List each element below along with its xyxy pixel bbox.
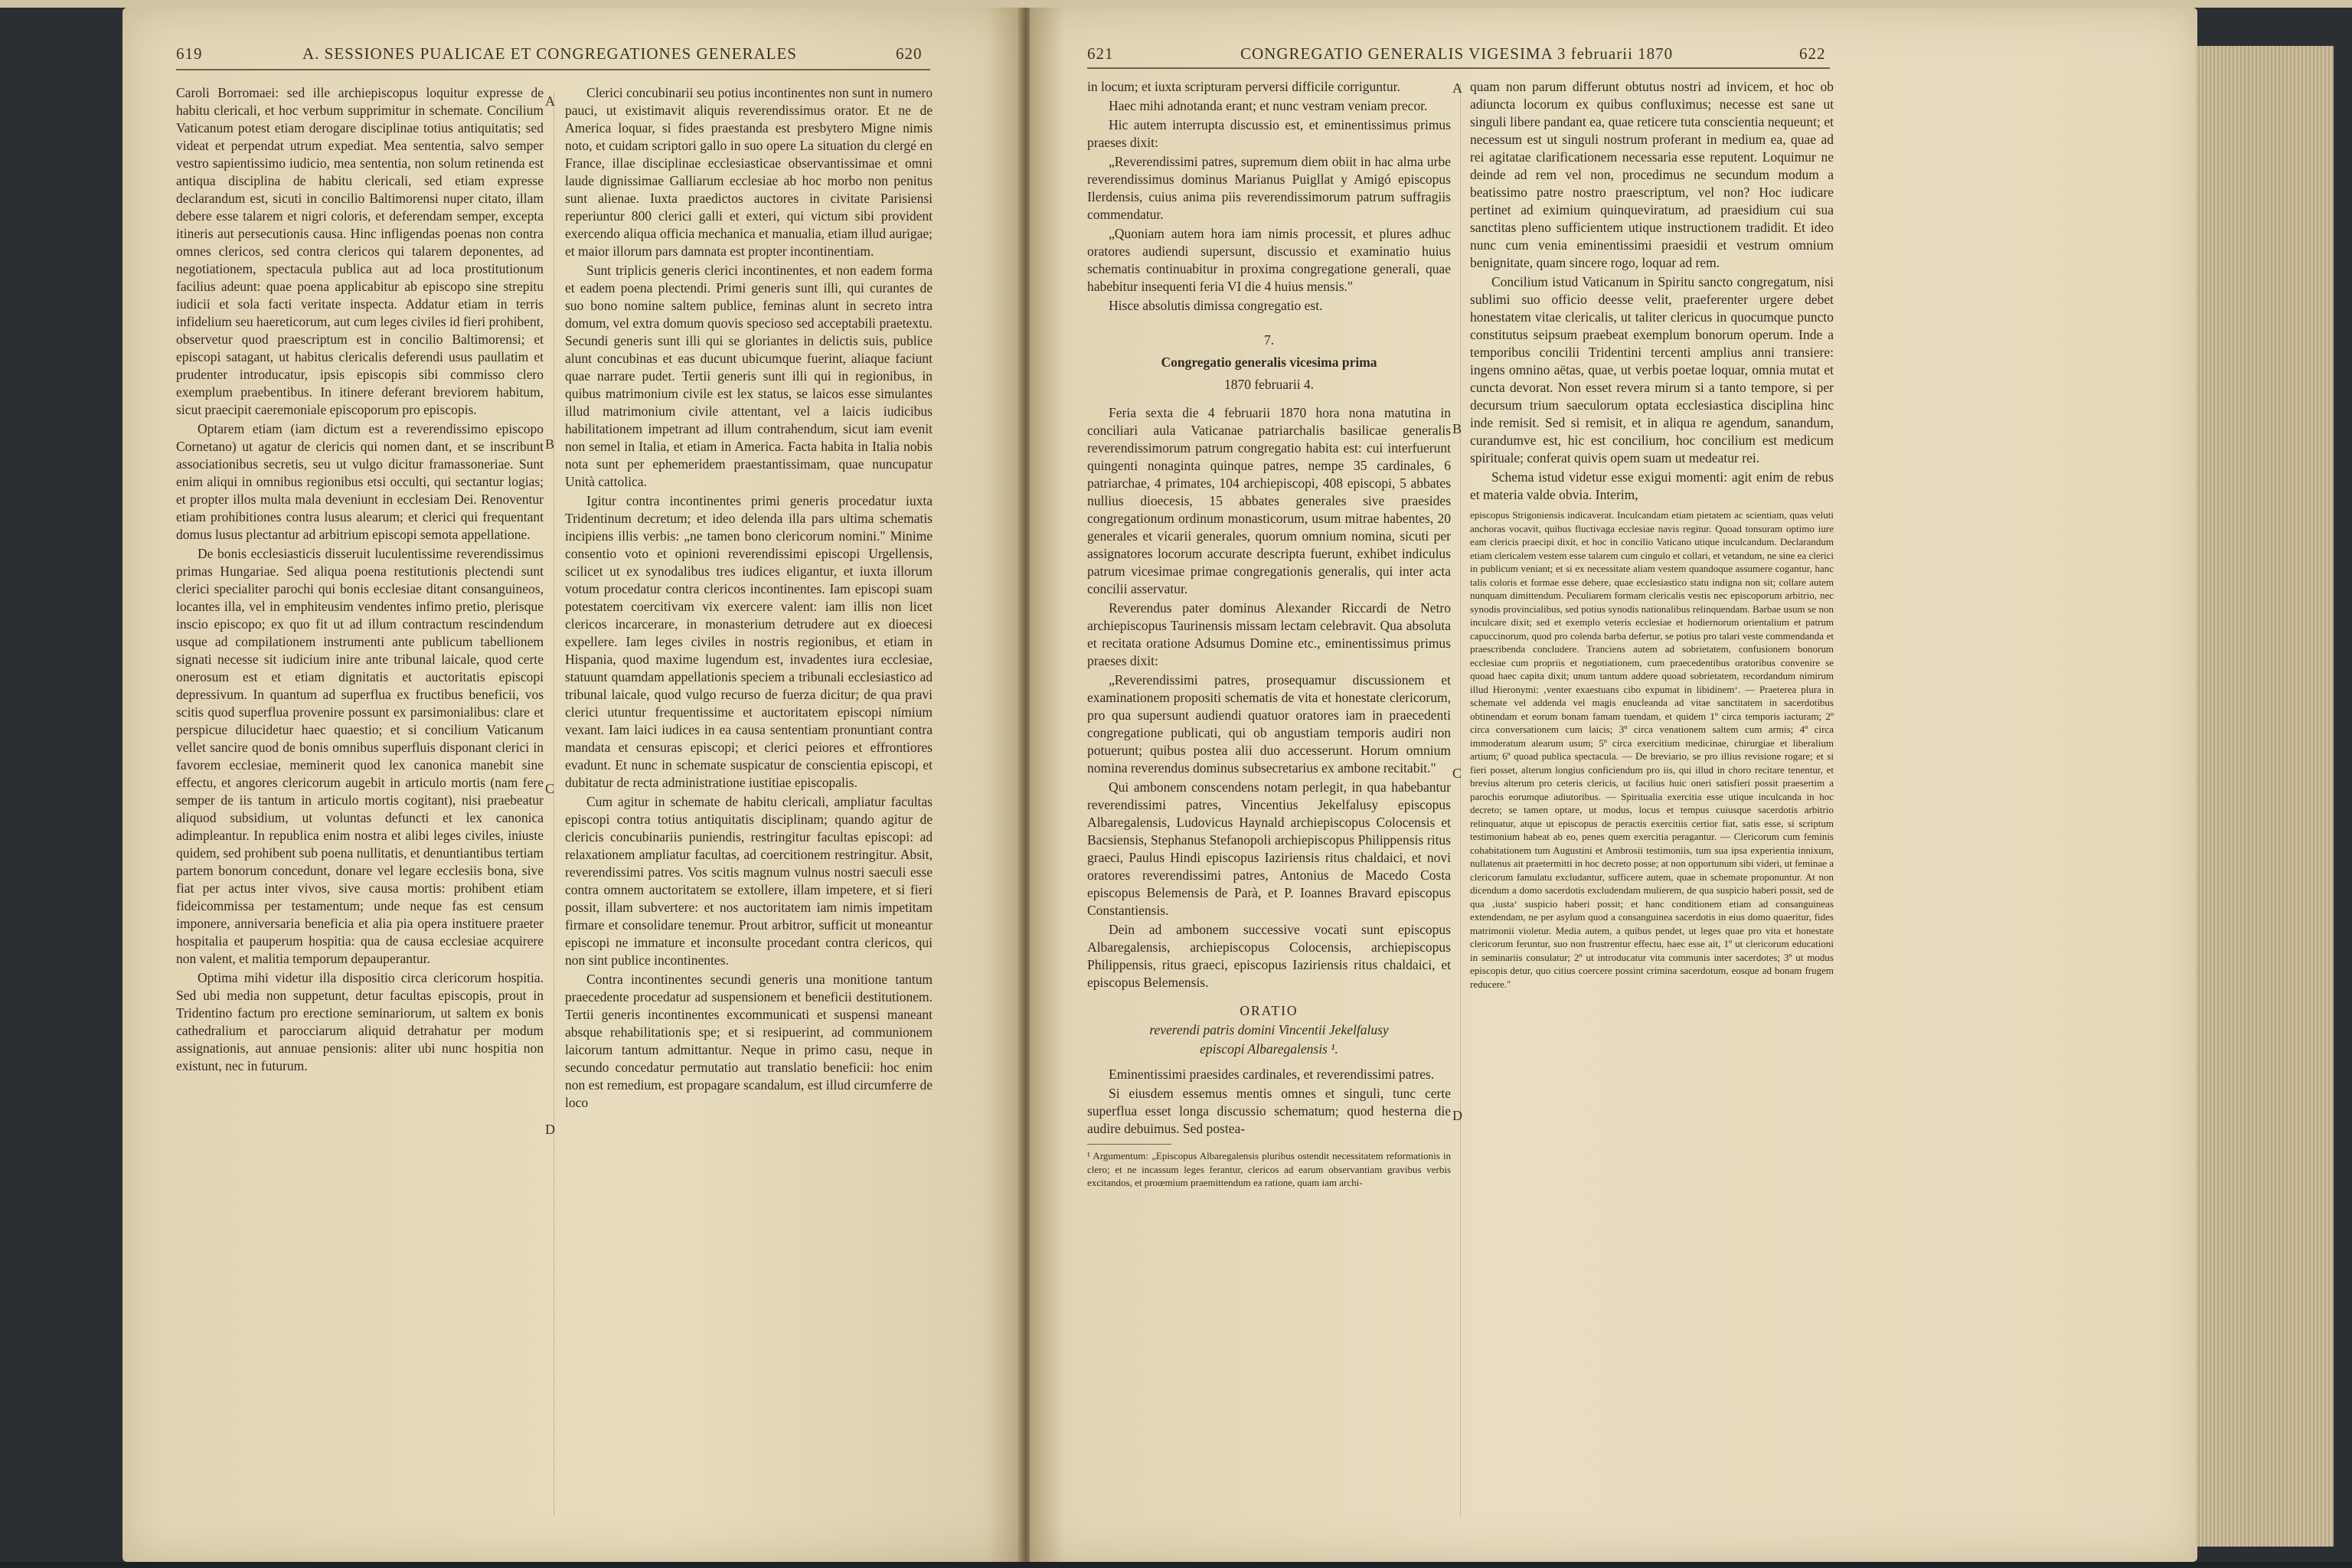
running-head-left: A. SESSIONES PUALICAE ET CONGREGATIONES GENERALES [302, 44, 797, 63]
paragraph: „Quoniam autem hora iam nimis processit, et plures adhuc oratores audiendi supersunt, discussio et examinatio huius schematis continuabitur in proxima congregatione generali, quae habebitur insequenti feria VI die 4 huius mensis." [1087, 226, 1451, 294]
page-number-622: 622 [1799, 44, 1826, 63]
margin-marker-c: C [1452, 766, 1462, 781]
paragraph: Concilium istud Vaticanum in Spiritu sancto congregatum, nisi sublimi suo officio deesse velit, praeferenter urgere debet honestatem vitae clericalis, ut taliter clericus in quocumque puncto constitutus seipsum praebeat exemplum bonorum operum. Inde a temporibus concilii Tridentini tercenti amplius anni transiere: ingens omnino aëtas, quae, ut verbis poetae loquar, omnia mutat et cuncta devorat. Non esset revera mirum si a tanto tempore, si per decursum trium saeculorum optata ecclesiastica disciplina hinc inde remisit. Sed si remisit, et in aliqua re agendum, sanandum, curandumve est, hic est concilium, hoc concilium est medicum spirituale; conferat quivis opem suam ut medeatur rei. [1470, 274, 1834, 466]
left-page [122, 8, 1022, 1562]
margin-marker-a: A [1452, 80, 1462, 96]
margin-marker-c: C [545, 781, 555, 796]
page-number-619: 619 [176, 44, 203, 63]
paragraph: Feria sexta die 4 februarii 1870 hora nona matutina in conciliari aula Vaticanae patriarchalis basilicae generalis reverendissimorum patrum congregatio habita est: cui interfuerunt quingenti nonaginta quinque patres, nempe 35 cardinales, 6 patriarchae, 4 primates, 104 archiepiscopi, 408 episcopi, 5 abbates nullius dioecesis, 15 abbates generales sive praesides congregationum ordinum monasticorum, usum mitrae habentes, 20 generales et vicarii generales, quorum omnium nomina, sicuti per assignatores locorum accurate descripta fuerunt, exhibet indiculus patrum vicesimae primae congregationis generalis, qui inter acta concilii asservatur. [1087, 405, 1451, 596]
paragraph: Contra incontinentes secundi generis una monitione tantum praecedente procedatur ad suspensionem et beneficii destitutionem. Tertii generis incontinentes excommunicati et suspensi maneant absque rehabilitationis spe; et si resipuerint, ad communionem laicorum tantum admittantur. Neque in primo casu, neque in secundo concedatur permutatio aut translatio beneficii: hoc enim non est remedium, est propagare scandalum, est illud circumferre de loco [565, 972, 933, 1110]
page-number-620: 620 [896, 44, 923, 63]
oratio-subtitle-2: episcopi Albaregalensis ¹. [1200, 1041, 1338, 1057]
header-rule-right [1087, 67, 1830, 69]
running-head-right: CONGREGATIO GENERALIS VIGESIMA 3 februarii 1870 [1240, 44, 1674, 63]
left-page-column-1 [176, 84, 544, 1524]
margin-marker-b: B [545, 436, 555, 452]
left-page-column-2 [565, 84, 933, 1524]
margin-marker-d: D [545, 1122, 555, 1137]
paragraph: Clerici concubinarii seu potius incontinentes non sunt in numero pauci, ut existimavit aliquis reverendissimus orator. Et ne de America loquar, si fides praestanda est presbytero Migne nimis noto, et cuidam scriptori gallo in suo opere La situation du clergé en France, illae disciplinae ecclesiasticae observantissimae et omni laude dignissimae Galliarum ecclesiae ab hoc morbo non penitus sunt alienae. Iuxta praedictos auctores in civitate Parisiensi reperiuntur 800 clerici galli et exteri, qui victum sibi provident exercendo aliqua officia mechanica et manualia, etiam illud aurigae; et maior illorum pars damnata est propter incontinentiam. [565, 85, 933, 259]
paragraph: Si eiusdem essemus mentis omnes et singuli, tunc certe superflua esset longa discussio schematum; quod hesterna die audire debuimus. Sed postea- [1087, 1086, 1451, 1136]
book-page-edges [2196, 46, 2334, 1547]
margin-marker-b: B [1452, 421, 1462, 436]
section-title: Congregatio generalis vicesima prima [1161, 354, 1377, 370]
column-divider [1460, 84, 1461, 1516]
paragraph: Optima mihi videtur illa dispositio circa clericorum hospitia. Sed ubi media non suppetunt, detur facultas episcopis, prout in Tridentino factum pro erectione seminariorum, ut saltem ex bonis cathedralium et parocciarum aliquid detrahatur per modum assignationis, aut annuae pensionis: aliter ubi nunc hospitia non existunt, nec in futurum. [176, 970, 544, 1073]
right-page [1030, 8, 2197, 1562]
paragraph: Haec mihi adnotanda erant; et nunc vestram veniam precor. [1109, 98, 1428, 113]
paragraph: Igitur contra incontinentes primi generis procedatur iuxta Tridentinum decretum; et ideo delenda illa pars ultima schematis incipiens illis verbis: „ne tamen bono clericorum nomini." Minime consentio voto et opinioni reverendissimi episcopi Urgellensis, scilicet ut ex synodalibus tres iudices eligantur, et iuxta illorum votum procedatur contra clericos incontinentes. Iam episcopi suam potestatem coercitivam vix exercere valent: iam illis non licet clericos incarcerare, in monasterium detrudere aut ex dioecesi expellere. Iam leges civiles in nostris regionibus, et etiam in Hispania, quod maxime lugendum est, invadentes iura ecclesiae, statuunt quamdam appellationis speciem a tribunali ecclesiastico ad tribunal laicale, quod vulgo recurso de fuerza dicitur; de qua pravi clerici utuntur frequentissime et auctoritatem episcopi nimium vexant. Iam laici iudices in ea causa sententiam pronuntiant contra mandata et censuras episcopi; et clerici peiores et effrontiores evadunt. Et nunc in schemate suspicatur de conscientia episcopi, et dubitatur de recta administratione iustitiae episcopalis. [565, 493, 933, 790]
paragraph: Caroli Borromaei: sed ille archiepiscopus loquitur expresse de habitu clericali, et hoc verbum supprimitur in schemate. Concilium Vaticanum potest etiam derogare disciplinae totius antiquitatis; sed videat et perpendat utrum expediat. Mea sententia, salvo semper vestro sapientissimo iudicio, mea sententia, non solum retinenda est antiqua disciplina de habitu clericali, sed etiam expresse declarandum est, sicuti in concilio Baltimorensi nuper citato, illam debere esse talarem et nigri coloris, et deferendam semper, excepta itineris aut persecutionis causa. Hinc infligendas poenas non contra omnes clericos, sed contra clericos qui talarem deponentes, ad negotiationem, spectacula publica aut ad loca prostitutionum facilius adeunt: quae poena applicabitur ab episcopo sine strepitu iudicii et sola facti veritate inspecta. Addatur etiam in terris infidelium seu haereticorum, aut cum leges civiles id fieri prohibent, observetur quod praescriptum est in concilio Baltimorensi; et episcopi satagant, ut habitus clericalis deferendi usus paullatim et prudenter introducatur, ipsis episcopis sibi commisso clero exemplum praebentibus. In itinere deferant breviorem habitum, sicut praecipit caeremoniale episcoporum pro episcopis. [176, 85, 544, 417]
oratio-title: ORATIO [1240, 1003, 1298, 1018]
footnote-rule [1087, 1144, 1171, 1145]
right-page-column-2 [1470, 78, 1834, 1529]
margin-marker-d: D [1452, 1108, 1462, 1123]
paragraph: quam non parum differunt obtutus nostri ad invicem, et hoc ob adiuncta locorum ex quibus confluximus; necesse est sane ut singuli libere pandant ea, quae reticere tuta conscientia nequeunt; et necessum est ut singuli nostrum proferant in medium ea, quae ad rei agitatae clarificationem necessaria esse reputent. Loquimur ne deinde ad rem vel non, procedimus ne secundum modum a beatissimo patre nostro praescriptum, vel non? Hoc iudicare pertinet ad eximium quinqueviratum, ad praesidium cui sua sanctitas pleno sufficientem utique instructionem tradidit. Et ideo nunc cum venia eminentissimi praesidii et vestrum omnium benignitate, quam sincere rogo, loquar ad rem. [1470, 79, 1834, 270]
right-page-column-1 [1087, 78, 1451, 1529]
paragraph: Eminentissimi praesides cardinales, et reverendissimi patres. [1109, 1067, 1435, 1082]
scan-top-band [0, 0, 2352, 8]
paragraph: „Reverendissimi patres, supremum diem obiit in hac alma urbe reverendissimus dominus Marianus Puigllat y Amigó episcopus Ilerdensis, cuius anima piis reverendissimorum patrum suffragiis commendatur. [1087, 154, 1451, 222]
paragraph: Cum agitur in schemate de habitu clericali, ampliatur facultas episcopi contra totius antiquitatis disciplinam; quando agitur de clericis concubinariis puniendis, restringitur facultas episcopi: ad relaxationem ampliatur facultas, ad coercitionem restringitur. Absit, reverendissimi patres. Vos scitis magnum vulnus nostri saeculi esse contra omnem auctoritatem se extollere, illam impetere, et si fieri possit, illam subvertere: et nos auctoritatem iam nimis impetitam firmare et consolidare tenemur. Prout arbitror, sufficit ut moneantur episcopi ne immature et inconsulte procedant contra clericos, qui non sint publice incontinentes. [565, 794, 933, 968]
margin-marker-a: A [545, 93, 555, 109]
scan-bottom-band [0, 1562, 2352, 1568]
paragraph: Sunt triplicis generis clerici incontinentes, et non eadem forma et eadem poena plectendi. Primi generis sunt illi, qui curantes de suo bono nomine saltem publice, feminas alunt in secreto intra domum, vel extra domum quovis specioso sed acceptabili praetextu. Secundi generis sunt illi qui se gloriantes in delictis suis, publice alunt concubinas et eas ducunt ubicumque fuerint, aliaque faciunt quae narrare pudet. Tertii generis sunt illi qui in regionibus, in quibus matrimonium civile est lex status, se laicos esse simulantes illud matrimonium civile attentant, vel a laicis iudicibus habilitationem impetrant ad illum contrahendum, sicut iam evenit non semel in Italia, et etiam in America. Facta habita in Italia nobis nota sunt per ephemeridem praestantissimam, quae nuncupatur Unità cattolica. [565, 263, 933, 489]
paragraph: Reverendus pater dominus Alexander Riccardi de Netro archiepiscopus Taurinensis missam lectam celebravit. Qua absoluta et recitata oratione Adsumus Domine etc., eminentissimus primus praeses dixit: [1087, 600, 1451, 668]
footnote-left: ¹ Argumentum: „Episcopus Albaregalensis pluribus ostendit necessitatem reformationis in clero; et ne incassum leges ferantur, clericos ad earum observantiam gravibus verbis excitandos, et proœmium praemittendum ea ratione, quam iam archi- [1087, 1150, 1451, 1188]
oratio-subtitle-1: reverendi patris domini Vincentii Jekelfalusy [1149, 1022, 1389, 1037]
paragraph: „Reverendissimi patres, prosequamur discussionem et examinationem propositi schematis de vita et honestate clericorum, pro qua supersunt audiendi quatuor oratores iam in praecedenti congregatione publicati, qui ob angustiam temporis audiri non potuerunt; quibus postea alii duo accesserunt. Horum omnium nomina reverendus dominus subsecretarius ex ambone recitabit." [1087, 672, 1451, 776]
paragraph: Hic autem interrupta discussio est, et eminentissimus primus praeses dixit: [1087, 117, 1451, 150]
paragraph: Hisce absolutis dimissa congregatio est. [1109, 298, 1323, 313]
paragraph: De bonis ecclesiasticis disseruit luculentissime reverendissimus primas Hungariae. Sed aliqua poena restitutionis plectendi sunt clerici specialiter parochi qui bonis ecclesiae ditant consanguineos, locantes illa, vel in emphiteusim vendentes infimo pretio, plerisque inscio episcopo; ex quo fit ut ad illum contractum rescindendum usque ad compilationem instrumenti ante publicum tabellionem signati necesse sit iudicium inire ante tribunal laicale, quod certe onerosum est et etiam dignitatis et auctoritatis episcopi depressivum. In quantum ad superflua ex fructibus beneficii, vos scitis quod superflua provenire possunt ex parsimonialibus: clare et perspicue dilucidetur haec quaestio; et si concilium Vaticanum vellet sancire quod de bonis omnibus superfluis disponant clerici in favorem ecclesiae, meminerit quod lex canonica manebit sine effectu, et angores clericorum augebit in articulo mortis (nam fere semper de iis tantum in articulo mortis cogitant), nisi praebeatur aliquod subsidium, ut voluntas defuncti et lex canonica adimpleantur. In republica enim nostra et alibi leges civiles, iniuste quidem, sed prohibent sub poena nullitatis, et denuntiantibus tertiam partem bonorum concedunt, donare vel legare ecclesiis bona, sive fiat per actus inter vivos, sive causa mortis: prohibent etiam fideicommissa per testamentum; unde neque fas est censum imponere, anniversaria beneficia et alia pia opera instituere praeter hospitalia et pauperum hospitia: qua de causa ecclesiae acquirere non valent, et malitia temporum depauperantur. [176, 546, 544, 966]
page-number-621: 621 [1087, 44, 1114, 63]
paragraph: in locum; et iuxta scripturam perversi difficile corriguntur. [1087, 79, 1400, 94]
paragraph: Optarem etiam (iam dictum est a reverendissimo episcopo Cornetano) ut agatur de clericis qui nomen dant, et se inscribunt associationibus secretis, seu ut vulgo dicitur framassoneriae. Sunt enim aliqui in omnibus regionibus etsi occulti, qui sectantur logias; et propter illos multa mala deveniunt in ecclesiam Dei. Renoventur etiam prohibitiones contra lusus alearum; et clerici qui frequentant domus lusus plectantur ad arbitrium episcopi semota appellatione. [176, 421, 544, 542]
paragraph: Schema istud videtur esse exigui momenti: agit enim de rebus et materia valde obvia. Interim, [1470, 469, 1834, 502]
paragraph: Dein ad ambonem successive vocati sunt episcopus Albaregalensis, archiepiscopus Colocensis, archiepiscopus Philippensis, ritus graeci, episcopus Iaziriensis ritus chaldaici, et episcopus Belemensis. [1087, 922, 1451, 990]
header-rule-left [176, 69, 930, 70]
paragraph: Qui ambonem conscendens notam perlegit, in qua habebantur reverendissimi patres, Vincentius Jekelfalusy episcopus Albaregalensis, Ludovicus Haynald archiepiscopus Colocensis et Bacsiensis, Stephanus Stefanopoli archiepiscopus Philippensis ritus graeci, Paulus Hindi episcopus Iaziriensis ritus chaldaici, et novi oratores reverendissimi patres, Antonius de Macedo Costa episcopus Belemensis de Parà, et P. Ioannes Bravard episcopus Constantiensis. [1087, 779, 1451, 918]
footnote-right: episcopus Strigoniensis indicaverat. Inculcandam etiam pietatem ac scientiam, quas veluti anchoras vocavit, quibus fluctivaga ecclesiae navis regitur. Quoad tonsuram optimo iure eam clericis praecipi dixit, et hoc in concilio Vaticano utique inculcandum. Declarandum etiam clericalem vestem esse talarem cum cingulo et collari, et vetandum, ne sine ea clerici in publicum veniant; et si ex necessitate aliam vestem quandoque assumere cogantur, hanc talis coloris et formae esse debere, quae ecclesiastico statu indigna non sit; collare autem nunquam dimittendum. Peculiarem formam clericalis vestis nec episcoporum arbitrio, nec synodis provincialibus, sed potius synodis nationalibus relinquendam. Barbae usum se non inculcare dixit; sed et exemplo veteris ecclesiae et hodiernorum orientalium et patrum capuccinorum, quod pro colenda barba defertur, se potius pro talari veste commendanda et praescribenda concludere. Tranciens autem ad sobrietatem, confusionem bonorum ecclesiae cum propriis et negotiationem, cum praecedentibus oratoribus convenire se quoad haec capita dixit; unum tantum addere quoad sobrietatem, recordandum nimirum illud Hieronymi: ‚venter exaestuans cibo expumat in libidinem‘. — Praeterea plura in schemate vel addenda vel magis enucleanda ad vitae sanctitatem in sacerdotibus obtinendam et eorum bonam famam tuendam, et quidem 1º circa temporis iacturam; 2º circa conversationem cum laicis; 3º circa venationem saltem cum armis; 4º circa immoderatum alearum usum; 5º circa exercitium medicinae, chirurgiae et liberalium artium; 6º quoad publica spectacula. — De breviario, se pro illius revisione rogare; et si fieri posset, alterum longius conficiendum pro iis, qui illud in choro recitare tenentur, et brevius alterum pro ceteris clericis, ut facilius huic oneri satisfieri possit praesertim a parochis eorumque adiutoribus. — Spiritualia exercitia esse utique inculcanda in hoc decreto; se tamen optare, ut modus, locus et tempus cuiusque sacerdotis arbitrio relinquatur, atque ut episcopus de peractis exercitiis certior fiat, satis esse, si scriptum testimonium habeat ab eo, penes quem exercitia peragantur. — Clericorum cum feminis cohabitationem tum Augustini et Ambrosii testimoniis, tum sua ipsa experientia innixum, nullatenus ait praetermitti in hoc decreto posse; at non opportunum sibi videri, ut feminae a clericorum famulatu excludantur, sufficere autem, quae in schemate proponuntur. At non dicendum a domo sacerdotis excludendam mulierem, de qua suspicio haberi possit, sed de qua ‚iusta‘ suspicio haberi possit; et hanc conditionem etiam ad consanguineas extendendam, ne per asylum quod a consanguinea sacerdotis in eius domo quaeritur, fides matrimonii violetur. Media autem, a quibus pendet, ut leges quae pro vita et honestate clericorum feruntur, suo non frustrentur effectu, haec esse ait, 1º ut clericorum educationi in seminariis consulatur; 2º ut introducatur vita communis inter sacerdotes; 3º ut modus episcopis detur, quo citius coercere possint crimina sacerdotum, eosque ad bonam frugem reducere." [1470, 509, 1834, 990]
section-number: 7. [1263, 332, 1275, 348]
section-date: 1870 februarii 4. [1223, 377, 1315, 392]
